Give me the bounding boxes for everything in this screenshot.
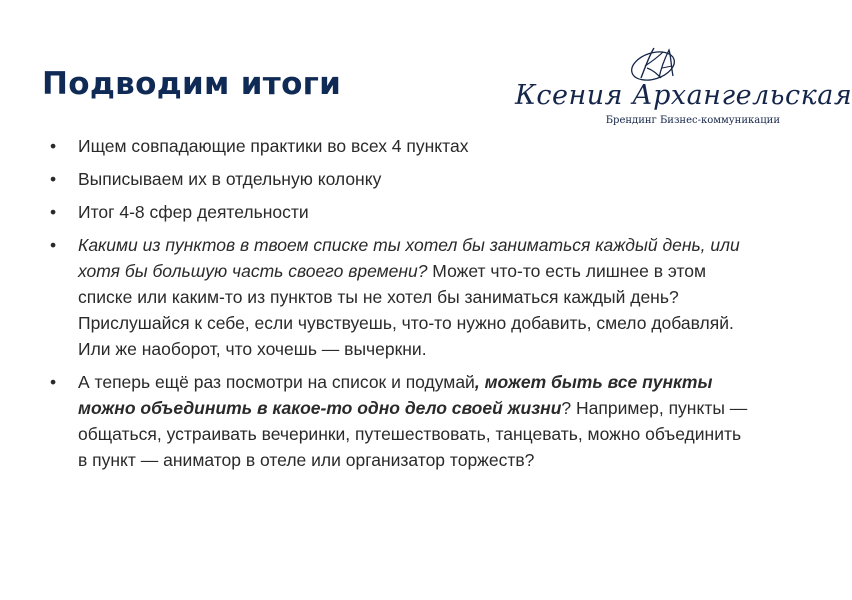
bullet-bold-italic-emphasis: , может быть все пункты можно объединить в какое-то одно дело своей жизни bbox=[78, 372, 713, 418]
bullet-dot-icon: • bbox=[50, 202, 57, 222]
logo-tagline: Брендинг Бизнес-коммуникации bbox=[605, 115, 780, 126]
bullet-text-rest: ? Например, пункты — общаться, устраивать вечеринки, путешествовать, танцевать, можно объединить в пункт — аниматор в отеле или организатор торжеств? bbox=[78, 398, 748, 470]
bullet-text-rest: Может что-то есть лишнее в этом списке или каким-то из пунктов ты не хотел бы заниматься каждый день? Прислушайся к себе, если чувствуешь, что-то нужно добавить, смело добавляй. Или же наоборот, что хочешь — вычеркни. bbox=[78, 261, 734, 359]
bullet-dot-icon: • bbox=[50, 136, 57, 156]
bullet-item bbox=[50, 232, 755, 362]
bullet-italic-question: Какими из пунктов в твоем списке ты хотел бы заниматься каждый день, или хотя бы большую часть своего времени? bbox=[78, 235, 740, 281]
bullet-text: Выписываем их в отдельную колонку bbox=[78, 169, 382, 189]
bullet-dot-icon: • bbox=[50, 169, 57, 189]
bullet-dot-icon: • bbox=[50, 372, 57, 392]
bullet-item bbox=[50, 199, 755, 225]
bullet-item bbox=[50, 369, 755, 473]
brand-logo bbox=[515, 42, 852, 137]
bullet-list bbox=[50, 133, 755, 480]
bullet-text-lead: А теперь ещё раз посмотри на список и подумай bbox=[78, 372, 475, 392]
bullet-text: Итог 4-8 сфер деятельности bbox=[78, 202, 309, 222]
bullet-text: Ищем совпадающие практики во всех 4 пунктах bbox=[78, 136, 469, 156]
slide-title: Подводим итоги bbox=[42, 66, 342, 102]
bullet-item bbox=[50, 166, 755, 192]
bullet-dot-icon: • bbox=[50, 235, 57, 255]
logo-name: Ксения Архангельская bbox=[515, 80, 852, 111]
bullet-item bbox=[50, 133, 755, 159]
